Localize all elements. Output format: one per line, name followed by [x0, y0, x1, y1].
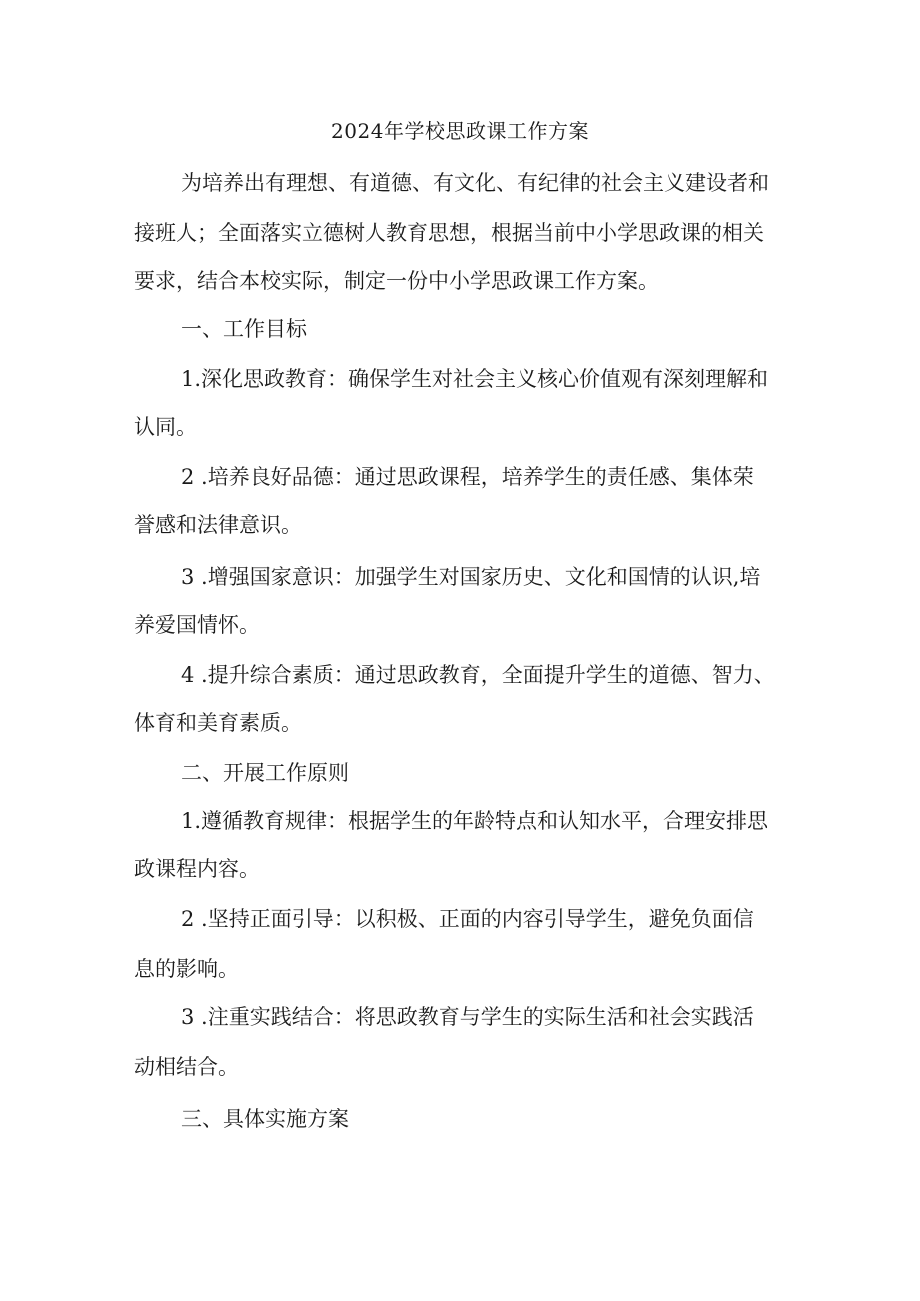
goal-4-line-2: 体育和美育素质。 — [134, 711, 302, 735]
principle-3-line-2: 动相结合。 — [134, 1055, 239, 1079]
principle-1-line-1: 1.遵循教育规律：根据学生的年龄特点和认知水平，合理安排思 — [181, 809, 769, 833]
goal-2-line-2: 誉感和法律意识。 — [134, 513, 302, 537]
intro-line-2: 接班人；全面落实立德树人教育思想，根据当前中小学思政课的相关 — [134, 221, 764, 245]
goal-2-line-1: 2 .培养良好品德：通过思政课程，培养学生的责任感、集体荣 — [181, 465, 754, 489]
intro-line-1: 为培养出有理想、有道德、有文化、有纪律的社会主义建设者和 — [181, 171, 769, 195]
section-1-heading: 一、工作目标 — [181, 317, 307, 341]
document-title: 2024年学校思政课工作方案 — [331, 119, 589, 143]
principle-3-line-1: 3 .注重实践结合：将思政教育与学生的实际生活和社会实践活 — [181, 1005, 754, 1029]
goal-4-line-1: 4 .提升综合素质：通过思政教育，全面提升学生的道德、智力、 — [181, 663, 775, 687]
principle-2-line-1: 2 .坚持正面引导：以积极、正面的内容引导学生，避免负面信 — [181, 907, 754, 931]
section-3-heading: 三、具体实施方案 — [181, 1107, 349, 1131]
goal-3-line-2: 养爱国情怀。 — [134, 613, 260, 637]
intro-line-3: 要求，结合本校实际，制定一份中小学思政课工作方案。 — [134, 269, 659, 293]
goal-1-line-2: 认同。 — [134, 415, 197, 439]
principle-2-line-2: 息的影响。 — [134, 957, 239, 981]
goal-3-line-1: 3 .增强国家意识：加强学生对国家历史、文化和国情的认识,培 — [181, 565, 761, 589]
section-2-heading: 二、开展工作原则 — [181, 761, 349, 785]
principle-1-line-2: 政课程内容。 — [134, 857, 260, 881]
goal-1-line-1: 1.深化思政教育：确保学生对社会主义核心价值观有深刻理解和 — [181, 367, 769, 391]
